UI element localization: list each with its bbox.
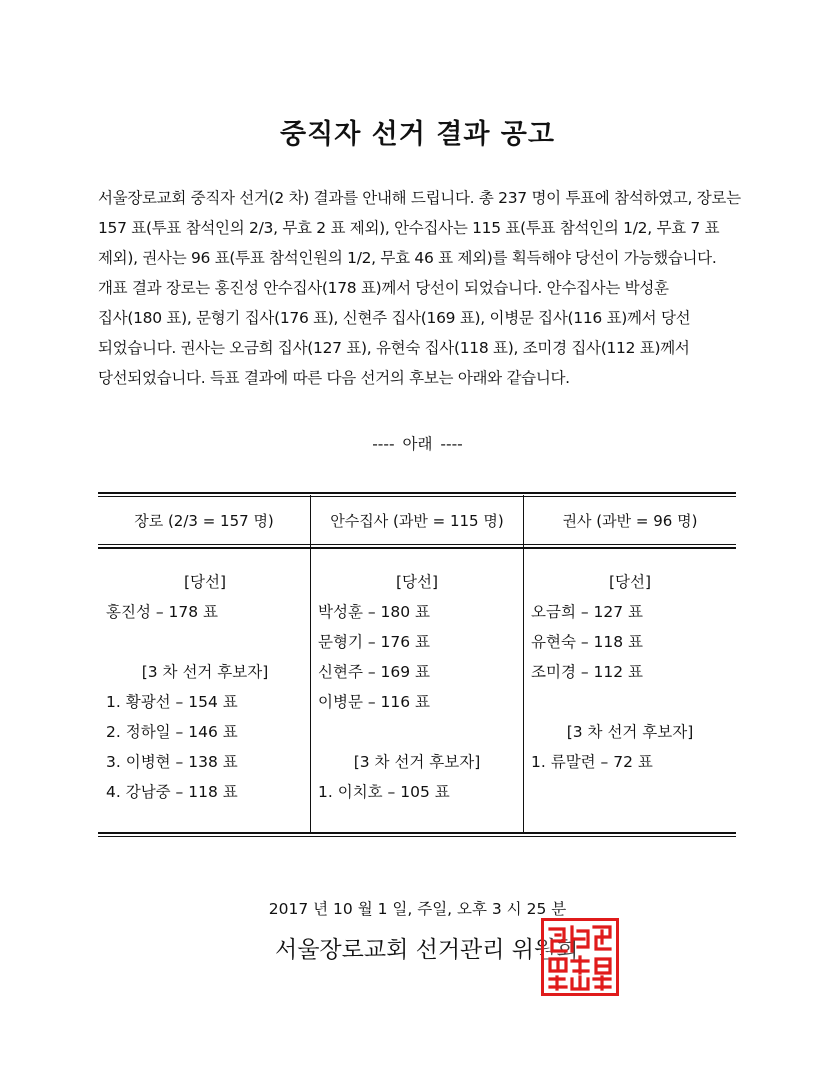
candidate-entry: 1. 류말련 – 72 표 (531, 753, 653, 771)
elected-entry: 오금희 – 127 표 (531, 603, 644, 621)
elected-entry: 조미경 – 112 표 (531, 663, 644, 681)
paragraph-line: 개표 결과 장로는 홍진성 안수집사(178 표)께서 당선이 되었습니다. 안수집사는 박성훈 (98, 279, 669, 297)
section-divider: ---- 아래 ---- (372, 435, 463, 453)
candidate-entry: 1. 황광선 – 154 표 (106, 693, 238, 711)
candidates-label: [3 차 선거 후보자] (141, 663, 269, 681)
notice-title: 중직자 선거 결과 공고 (280, 119, 555, 150)
seal-icon (544, 921, 616, 993)
elected-label: [당선] (395, 573, 439, 591)
column-deaconesses (531, 567, 729, 777)
candidate-entry: 1. 이치호 – 105 표 (318, 783, 450, 801)
column-divider (310, 495, 311, 832)
elected-entry: 박성훈 – 180 표 (318, 603, 431, 621)
column-elders (106, 567, 304, 807)
elected-entry: 신현주 – 169 표 (318, 663, 431, 681)
header-deaconesses: 권사 (과반 = 96 명) (562, 511, 698, 530)
paragraph-line: 당선되었습니다. 득표 결과에 따른 다음 선거의 후보는 아래와 같습니다. (98, 369, 570, 387)
notice-date: 2017 년 10 월 1 일, 주일, 오후 3 시 25 분 (268, 900, 567, 918)
elected-entry: 유현숙 – 118 표 (531, 633, 644, 651)
results-table (98, 492, 736, 838)
committee-name: 서울장로교회 선거관리 위원회 (275, 937, 579, 963)
paragraph-line: 제외), 권사는 96 표(투표 참석인원의 1/2, 무효 46 표 제외)를 획득해야 당선이 가능했습니다. (98, 249, 717, 267)
notice-body (98, 183, 741, 393)
candidates-label: [3 차 선거 후보자] (566, 723, 694, 741)
candidates-label: [3 차 선거 후보자] (353, 753, 481, 771)
candidate-entry: 3. 이병현 – 138 표 (106, 753, 238, 771)
elected-entry: 이병문 – 116 표 (318, 693, 431, 711)
elected-entry: 홍진성 – 178 표 (106, 603, 219, 621)
elected-entry: 문형기 – 176 표 (318, 633, 431, 651)
table-bottom-rule (98, 832, 736, 837)
column-deacons (318, 567, 516, 807)
elected-label: [당선] (608, 573, 652, 591)
paragraph-line: 서울장로교회 중직자 선거(2 차) 결과를 안내해 드립니다. 총 237 명이 투표에 참석하였고, 장로는 (98, 189, 741, 207)
candidate-entry: 2. 정하일 – 146 표 (106, 723, 238, 741)
paragraph-line: 157 표(투표 참석인의 2/3, 무효 2 표 제외), 안수집사는 115 표(투표 참석인의 1/2, 무효 7 표 (98, 219, 720, 237)
column-divider (523, 495, 524, 832)
paragraph-line: 집사(180 표), 문형기 집사(176 표), 신현주 집사(169 표), 이병문 집사(116 표)께서 당선 (98, 309, 691, 327)
header-deacons: 안수집사 (과반 = 115 명) (330, 511, 504, 530)
header-elders: 장로 (2/3 = 157 명) (134, 511, 274, 530)
candidate-entry: 4. 강남중 – 118 표 (106, 783, 238, 801)
paragraph-line: 되었습니다. 권사는 오금희 집사(127 표), 유현숙 집사(118 표), 조미경 집사(112 표)께서 (98, 339, 690, 357)
elected-label: [당선] (183, 573, 227, 591)
official-seal-stamp (541, 918, 619, 996)
